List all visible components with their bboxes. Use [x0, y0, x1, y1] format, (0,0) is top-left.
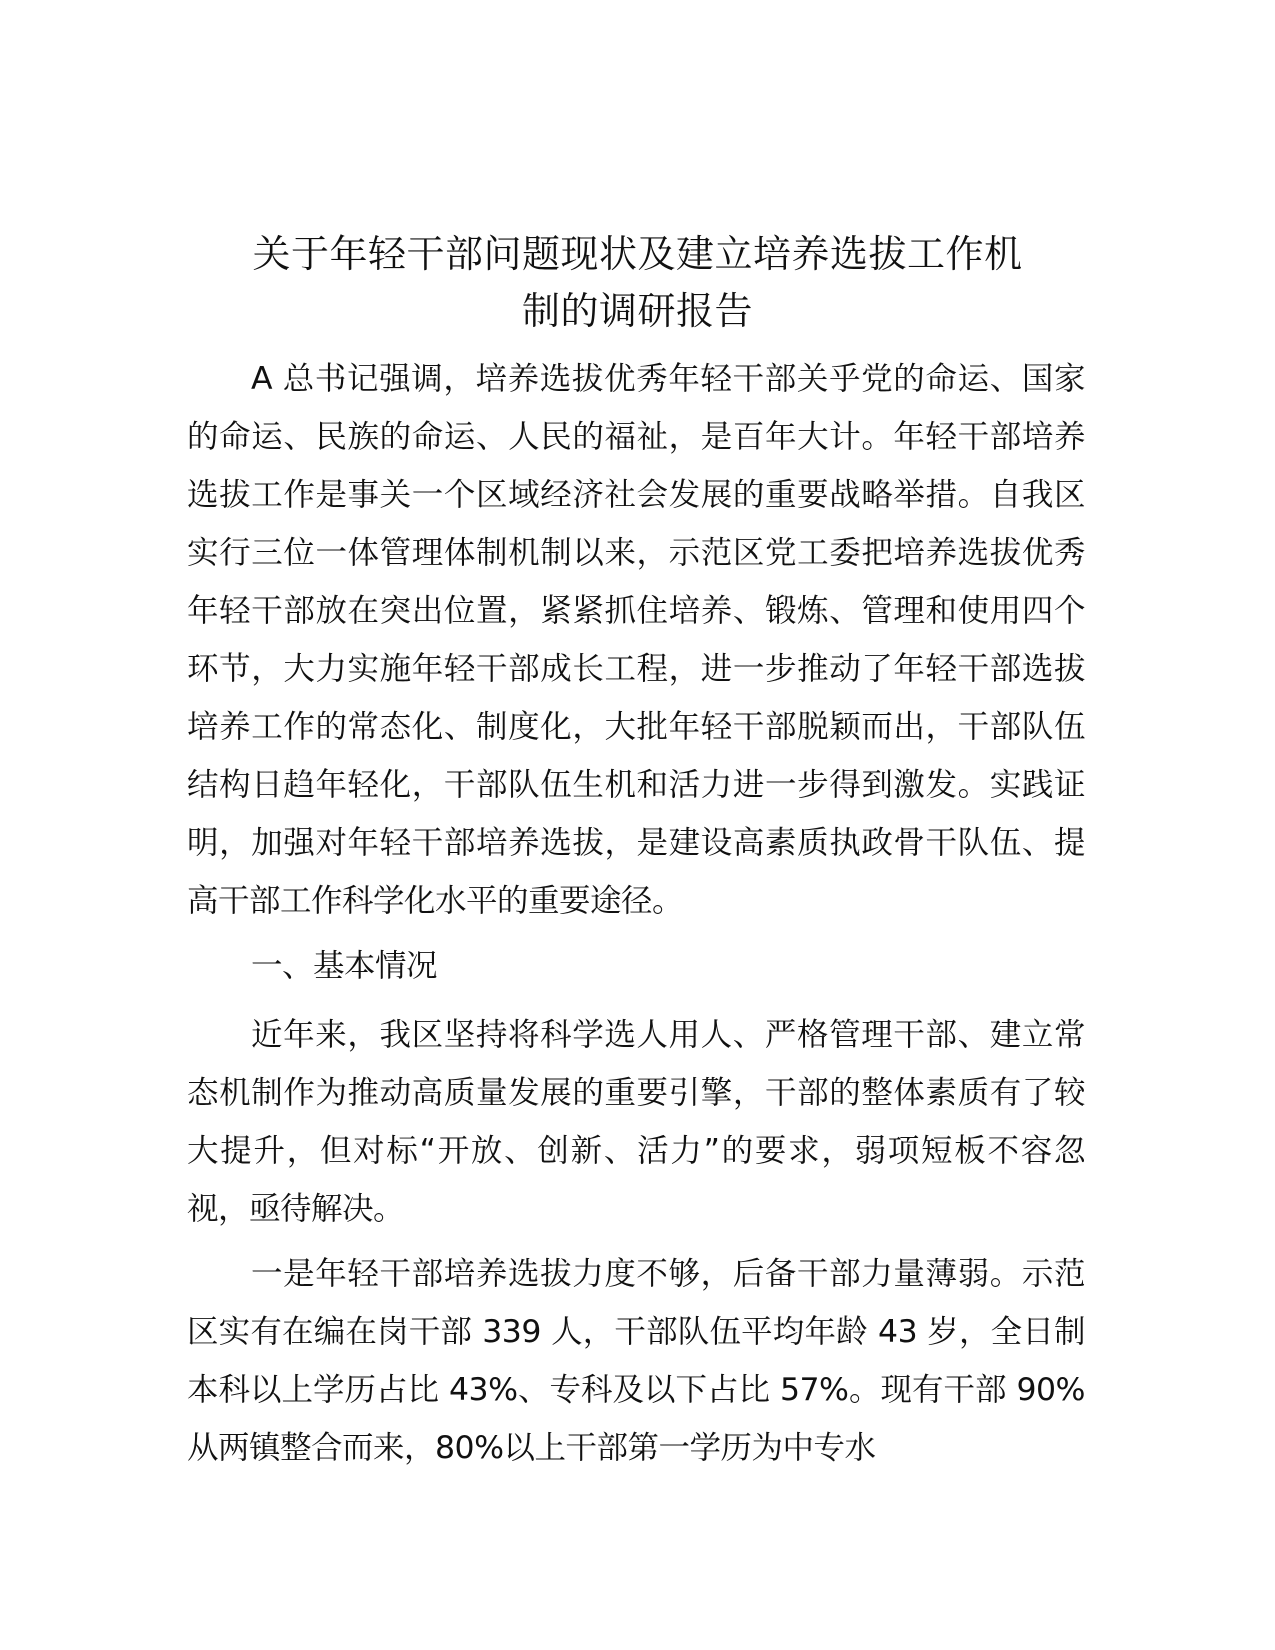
title-line-1: 关于年轻干部问题现状及建立培养选拔工作机: [252, 232, 1023, 276]
section-heading-basic-situation: 一、基本情况: [251, 948, 438, 984]
title-line-2: 制的调研报告: [521, 289, 753, 333]
document-title: [170, 226, 1105, 340]
intro-paragraph: A 总书记强调，培养选拔优秀年轻干部关乎党的命运、国家的命运、民族的命运、人民的福祉，是百年大计。年轻干部培养选拔工作是事关一个区域经济社会发展的重要战略举措。自我区实行三位一体管理体制机制以来，示范区党工委把培养选拔优秀年轻干部放在突出位置，紧紧抓住培养、锻炼、管理和使用四个环节，大力实施年轻干部成长工程，进一步推动了年轻干部选拔培养工作的常态化、制度化，大批年轻干部脱颖而出，干部队伍结构日趋年轻化，干部队伍生机和活力进一步得到激发。实践证明，加强对年轻干部培养选拔，是建设高素质执政骨干队伍、提高干部工作科学化水平的重要途径。: [187, 361, 1085, 919]
basic-situation-paragraph: 近年来，我区坚持将科学选人用人、严格管理干部、建立常态机制作为推动高质量发展的重要引擎，干部的整体素质有了较大提升，但对标“开放、创新、活力”的要求，弱项短板不容忽视，亟待解决。: [187, 1017, 1085, 1227]
document-body: [187, 350, 1085, 1484]
issue-one-paragraph: 一是年轻干部培养选拔力度不够，后备干部力量薄弱。示范区实有在编在岗干部 339 人，干部队伍平均年龄 43 岁，全日制本科以上学历占比 43%、专科及以下占比 57%。现有干部 90%从两镇整合而来，80%以上干部第一学历为中专水: [187, 1256, 1085, 1466]
